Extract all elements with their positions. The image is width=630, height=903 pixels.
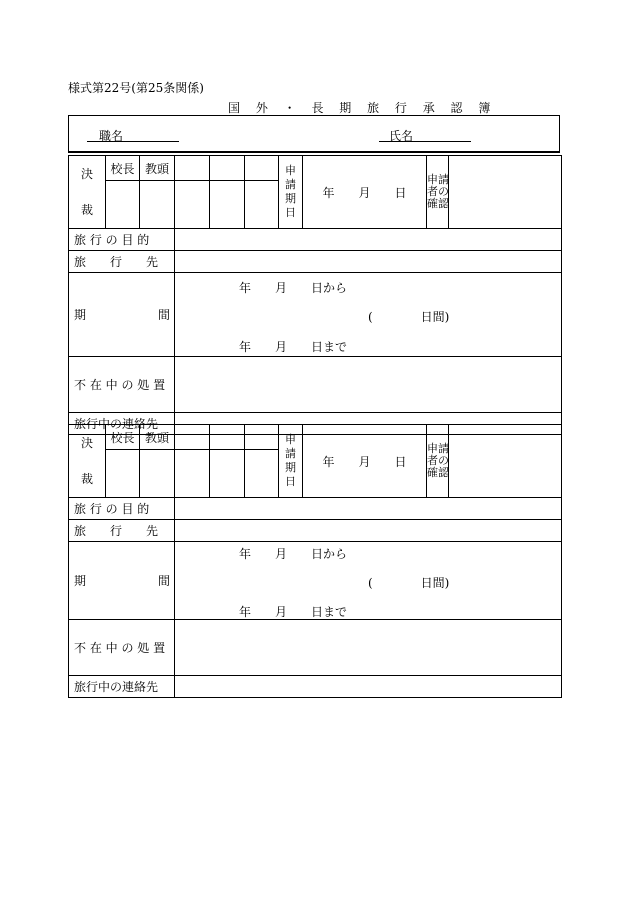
destination-label: 旅 行 先 xyxy=(69,251,175,273)
handling-field[interactable] xyxy=(175,357,562,413)
applicant-confirm-label: 申請者の確認 xyxy=(427,425,449,498)
principal-label: 校長 xyxy=(106,425,140,450)
period-label: 期 間 xyxy=(69,542,175,620)
stamp-cell[interactable] xyxy=(245,156,279,181)
approval-label: 決 裁 xyxy=(69,156,106,229)
period-field[interactable] xyxy=(175,542,562,620)
stamp-cell[interactable] xyxy=(175,156,210,181)
period-from: 年 月 日から xyxy=(239,547,348,561)
vice-principal-stamp[interactable] xyxy=(140,450,175,498)
form-number: 様式第22号(第25条関係) xyxy=(68,81,204,95)
handling-field[interactable] xyxy=(175,620,562,676)
application-date-field[interactable]: 年 月 日 xyxy=(303,156,427,229)
applicant-confirm-field[interactable] xyxy=(449,156,562,229)
purpose-label: 旅 行 の 目 的 xyxy=(69,498,175,520)
destination-label: 旅 行 先 xyxy=(69,520,175,542)
contact-label: 旅行中の連絡先 xyxy=(69,676,175,698)
handling-label: 不 在 中 の 処 置 xyxy=(69,357,175,413)
stamp-cell[interactable] xyxy=(175,181,210,229)
period-to: 年 月 日まで xyxy=(239,605,348,619)
period-from: 年 月 日から xyxy=(239,281,348,295)
period-label: 期 間 xyxy=(69,273,175,357)
stamp-cell[interactable] xyxy=(210,450,245,498)
application-date-field[interactable]: 年 月 日 xyxy=(303,425,427,498)
stamp-cell[interactable] xyxy=(210,425,245,450)
stamp-cell[interactable] xyxy=(175,450,210,498)
destination-field[interactable] xyxy=(175,520,562,542)
period-days: ( 日間) xyxy=(368,576,450,590)
principal-label: 校長 xyxy=(106,156,140,181)
applicant-confirm-field[interactable] xyxy=(449,425,562,498)
handling-label: 不 在 中 の 処 置 xyxy=(69,620,175,676)
period-to: 年 月 日まで xyxy=(239,340,348,354)
stamp-cell[interactable] xyxy=(245,181,279,229)
purpose-field[interactable] xyxy=(175,498,562,520)
name-label: 氏名 xyxy=(389,129,414,143)
job-title-field[interactable] xyxy=(87,141,179,142)
job-title-label: 職名 xyxy=(99,129,124,143)
contact-label: 旅行中の連絡先 xyxy=(69,413,175,435)
destination-field[interactable] xyxy=(175,251,562,273)
approval-section-2 xyxy=(68,424,562,698)
period-days: ( 日間) xyxy=(368,310,450,324)
stamp-cell[interactable] xyxy=(210,181,245,229)
vice-principal-label: 教頭 xyxy=(140,425,175,450)
period-field[interactable] xyxy=(175,273,562,357)
document-title: 国 外 ・ 長 期 旅 行 承 認 簿 xyxy=(228,101,497,115)
principal-stamp[interactable] xyxy=(106,450,140,498)
application-date-label: 申請期日 xyxy=(279,425,303,498)
stamp-cell[interactable] xyxy=(210,156,245,181)
stamp-cell[interactable] xyxy=(175,425,210,450)
application-date-label: 申請期日 xyxy=(279,156,303,229)
vice-principal-stamp[interactable] xyxy=(140,181,175,229)
approval-label: 決 裁 xyxy=(69,425,106,498)
name-field[interactable] xyxy=(379,141,471,142)
contact-field[interactable] xyxy=(175,676,562,698)
applicant-confirm-label: 申請者の確認 xyxy=(427,156,449,229)
principal-stamp[interactable] xyxy=(106,181,140,229)
approval-section-1 xyxy=(68,155,562,435)
purpose-label: 旅 行 の 目 的 xyxy=(69,229,175,251)
applicant-header xyxy=(68,115,560,153)
vice-principal-label: 教頭 xyxy=(140,156,175,181)
purpose-field[interactable] xyxy=(175,229,562,251)
stamp-cell[interactable] xyxy=(245,425,279,450)
stamp-cell[interactable] xyxy=(245,450,279,498)
